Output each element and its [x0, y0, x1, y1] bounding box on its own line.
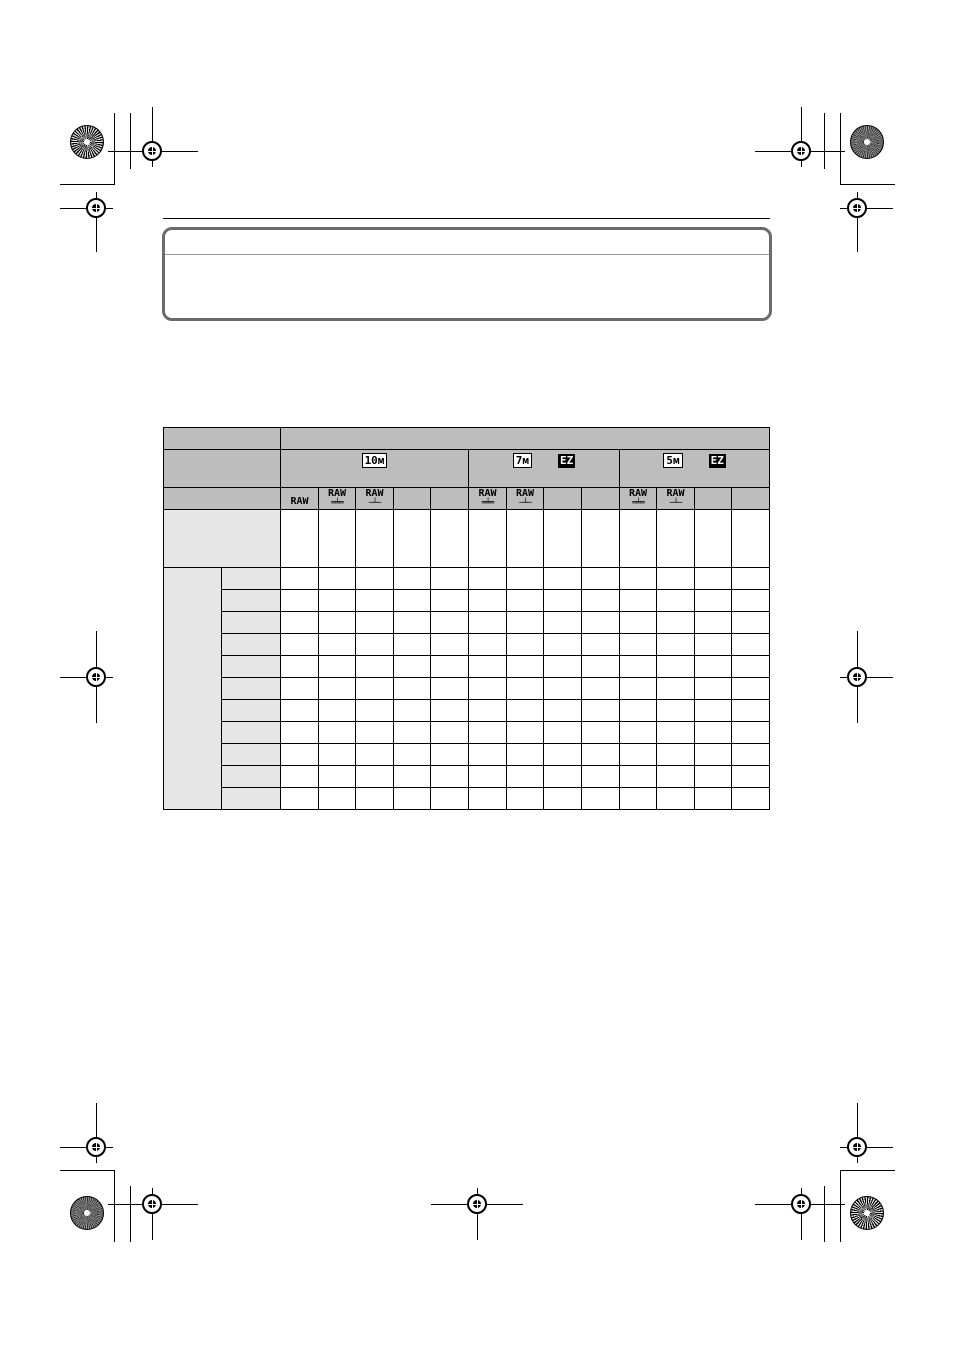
row-label-cell	[222, 678, 281, 700]
raw-label: RAW	[365, 487, 384, 499]
table-row-title	[164, 428, 770, 450]
table-cell	[507, 700, 544, 722]
table-cell	[356, 590, 394, 612]
table-cell	[544, 744, 582, 766]
row-label-cell	[222, 568, 281, 590]
table-cell	[394, 722, 431, 744]
table-cell	[732, 766, 770, 788]
raw-label: RAW	[666, 487, 685, 499]
table-cell	[319, 722, 356, 744]
table-cell	[394, 678, 431, 700]
table-cell	[394, 788, 431, 810]
table-cell	[394, 700, 431, 722]
table-cell	[281, 722, 319, 744]
size-group-10m	[281, 450, 469, 488]
file-size-label-cell	[164, 510, 281, 568]
crop-mark	[60, 1170, 115, 1171]
table-cell	[319, 678, 356, 700]
table-cell	[281, 568, 319, 590]
table-cell	[544, 766, 582, 788]
raw-quality-icon	[365, 489, 383, 506]
table-cell	[281, 700, 319, 722]
crop-mark	[130, 1186, 131, 1242]
header-title-cell	[281, 428, 770, 450]
table-cell	[544, 634, 582, 656]
quality-cell	[620, 488, 657, 510]
table-cell	[582, 700, 620, 722]
table-cell	[620, 788, 657, 810]
quality-level-icon: ═╧═	[481, 497, 494, 507]
table-cell	[319, 700, 356, 722]
table-cell	[582, 788, 620, 810]
table-cell	[695, 722, 732, 744]
table-cell	[620, 612, 657, 634]
table-cell	[319, 590, 356, 612]
table-row-sizes	[164, 450, 770, 488]
table-cell	[356, 678, 394, 700]
spec-table	[163, 427, 770, 810]
table-cell	[319, 766, 356, 788]
color-wheel-icon	[850, 1196, 884, 1230]
table-cell	[544, 678, 582, 700]
table-cell	[469, 612, 507, 634]
table-cell	[431, 612, 469, 634]
crop-mark	[840, 1170, 841, 1242]
quality-level-icon: ═╧═	[632, 497, 644, 507]
table-row-quality	[164, 488, 770, 510]
table-cell	[356, 722, 394, 744]
color-wheel-icon	[850, 125, 884, 159]
row-label-cell	[222, 590, 281, 612]
file-size-cell	[695, 510, 732, 568]
table-cell	[620, 722, 657, 744]
table-cell	[394, 634, 431, 656]
table-cell	[544, 656, 582, 678]
file-size-cell	[620, 510, 657, 568]
table-cell	[507, 788, 544, 810]
file-size-cell	[281, 510, 319, 568]
quality-label-cell	[164, 488, 281, 510]
file-size-cell	[582, 510, 620, 568]
crop-mark	[840, 113, 841, 185]
table-cell	[732, 590, 770, 612]
raw-quality-icon	[478, 489, 496, 506]
table-cell	[732, 656, 770, 678]
table-cell	[356, 634, 394, 656]
table-cell	[620, 634, 657, 656]
raw-quality-icon	[328, 489, 346, 506]
table-cell	[657, 766, 695, 788]
note-box-divider	[165, 254, 769, 255]
table-cell	[507, 612, 544, 634]
table-cell	[695, 612, 732, 634]
file-size-cell	[431, 510, 469, 568]
table-cell	[582, 744, 620, 766]
quality-cell	[544, 488, 582, 510]
table-cell	[620, 656, 657, 678]
raw-quality-icon	[666, 489, 684, 506]
crop-mark	[60, 184, 115, 185]
table-row	[164, 722, 770, 744]
table-cell	[281, 766, 319, 788]
table-cell	[732, 700, 770, 722]
file-size-cell	[469, 510, 507, 568]
quality-cell	[281, 488, 319, 510]
table-cell	[657, 612, 695, 634]
crop-mark	[114, 1170, 115, 1242]
table-cell	[431, 744, 469, 766]
group-label-cell	[164, 568, 222, 810]
quality-level-icon: ─┴─	[368, 497, 381, 507]
table-cell	[469, 568, 507, 590]
quality-cell	[732, 488, 770, 510]
table-row	[164, 766, 770, 788]
table-cell	[582, 568, 620, 590]
file-size-cell	[732, 510, 770, 568]
table-cell	[695, 590, 732, 612]
table-cell	[431, 656, 469, 678]
raw-label: RAW	[478, 487, 497, 499]
table-cell	[695, 744, 732, 766]
crop-mark	[114, 113, 115, 185]
crop-mark	[130, 113, 131, 169]
table-cell	[507, 678, 544, 700]
file-size-cell	[507, 510, 544, 568]
table-cell	[582, 678, 620, 700]
table-row	[164, 568, 770, 590]
row-label-cell	[222, 656, 281, 678]
raw-label: RAW	[290, 496, 309, 507]
file-size-cell	[657, 510, 695, 568]
raw-quality-icon	[629, 489, 647, 506]
ez-icon: EZ	[710, 453, 724, 467]
table-cell	[394, 656, 431, 678]
table-cell	[431, 722, 469, 744]
table-cell	[356, 568, 394, 590]
table-cell	[319, 634, 356, 656]
table-row	[164, 700, 770, 722]
crop-mark	[840, 1170, 895, 1171]
table-cell	[657, 634, 695, 656]
table-cell	[657, 700, 695, 722]
table-row	[164, 612, 770, 634]
table-cell	[544, 722, 582, 744]
quality-level-icon: ═╧═	[331, 497, 343, 507]
table-cell	[657, 568, 695, 590]
crop-mark	[824, 113, 825, 169]
table-cell	[544, 788, 582, 810]
size-group-7m	[469, 450, 620, 488]
table-cell	[394, 568, 431, 590]
table-cell	[319, 656, 356, 678]
table-cell	[695, 678, 732, 700]
size-10m-icon: 10м	[362, 453, 388, 468]
file-size-cell	[544, 510, 582, 568]
header-label-cell	[164, 428, 281, 450]
table-cell	[657, 590, 695, 612]
table-cell	[582, 766, 620, 788]
table-cell	[431, 590, 469, 612]
table-cell	[620, 568, 657, 590]
table-cell	[394, 744, 431, 766]
table-cell	[657, 722, 695, 744]
table-cell	[356, 612, 394, 634]
ez-icon: EZ	[560, 453, 574, 467]
table-cell	[281, 678, 319, 700]
quality-cell	[431, 488, 469, 510]
table-cell	[657, 788, 695, 810]
table-cell	[507, 590, 544, 612]
row-label-cell	[222, 744, 281, 766]
table-row	[164, 788, 770, 810]
table-cell	[469, 744, 507, 766]
table-cell	[394, 766, 431, 788]
table-cell	[620, 766, 657, 788]
table-cell	[281, 612, 319, 634]
note-box	[162, 227, 772, 321]
table-cell	[695, 656, 732, 678]
table-cell	[695, 766, 732, 788]
row-label-cell	[222, 788, 281, 810]
quality-cell	[319, 488, 356, 510]
table-cell	[356, 788, 394, 810]
table-cell	[695, 788, 732, 810]
size-7m-icon: 7м	[513, 453, 532, 468]
table-row	[164, 634, 770, 656]
table-cell	[544, 612, 582, 634]
table-cell	[356, 700, 394, 722]
table-cell	[281, 656, 319, 678]
table-cell	[695, 700, 732, 722]
table-cell	[469, 634, 507, 656]
row-label-cell	[222, 722, 281, 744]
table-cell	[544, 568, 582, 590]
table-cell	[281, 634, 319, 656]
file-size-cell	[394, 510, 431, 568]
table-cell	[657, 678, 695, 700]
table-cell	[507, 568, 544, 590]
table-cell	[582, 612, 620, 634]
file-size-cell	[356, 510, 394, 568]
raw-quality-icon	[516, 489, 534, 506]
table-cell	[695, 568, 732, 590]
table-row-file-size	[164, 510, 770, 568]
table-cell	[657, 656, 695, 678]
row-label-cell	[222, 700, 281, 722]
table-cell	[620, 700, 657, 722]
row-label-cell	[222, 612, 281, 634]
header-rule	[163, 218, 770, 219]
table-cell	[431, 700, 469, 722]
table-row	[164, 678, 770, 700]
table-cell	[732, 612, 770, 634]
table-cell	[732, 678, 770, 700]
row-label-cell	[222, 634, 281, 656]
color-wheel-icon	[70, 1196, 104, 1230]
table-cell	[507, 656, 544, 678]
table-cell	[582, 722, 620, 744]
table-cell	[431, 766, 469, 788]
quality-cell	[469, 488, 507, 510]
raw-label: RAW	[628, 487, 648, 499]
file-size-cell	[319, 510, 356, 568]
table-cell	[507, 744, 544, 766]
table-cell	[657, 744, 695, 766]
table-cell	[620, 744, 657, 766]
table-cell	[469, 656, 507, 678]
crop-mark	[824, 1186, 825, 1242]
table-cell	[319, 744, 356, 766]
table-cell	[319, 612, 356, 634]
table-cell	[582, 590, 620, 612]
table-cell	[281, 590, 319, 612]
table-cell	[469, 788, 507, 810]
table-row	[164, 590, 770, 612]
size-5m-icon: 5м	[663, 453, 682, 468]
table-cell	[431, 568, 469, 590]
table-cell	[695, 634, 732, 656]
quality-cell	[582, 488, 620, 510]
raw-label: RAW	[515, 487, 535, 499]
table-cell	[431, 634, 469, 656]
table-cell	[356, 766, 394, 788]
size-group-5m	[620, 450, 770, 488]
raw-quality-icon	[290, 497, 308, 507]
table-cell	[544, 700, 582, 722]
quality-level-icon: ─┴─	[519, 497, 531, 507]
crop-mark	[840, 184, 895, 185]
table-cell	[281, 788, 319, 810]
table-cell	[469, 722, 507, 744]
quality-cell	[507, 488, 544, 510]
table-cell	[394, 590, 431, 612]
quality-cell	[394, 488, 431, 510]
table-cell	[507, 634, 544, 656]
table-cell	[431, 678, 469, 700]
table-cell	[732, 744, 770, 766]
table-cell	[507, 766, 544, 788]
table-cell	[507, 722, 544, 744]
table-cell	[469, 590, 507, 612]
table-cell	[356, 744, 394, 766]
table-cell	[469, 678, 507, 700]
table-cell	[431, 788, 469, 810]
table-cell	[544, 590, 582, 612]
quality-cell	[695, 488, 732, 510]
table-cell	[319, 788, 356, 810]
quality-cell	[657, 488, 695, 510]
table-row	[164, 744, 770, 766]
table-cell	[582, 656, 620, 678]
quality-cell	[356, 488, 394, 510]
table-cell	[319, 568, 356, 590]
table-cell	[732, 788, 770, 810]
quality-level-icon: ─┴─	[669, 497, 682, 507]
table-cell	[582, 634, 620, 656]
color-wheel-icon	[70, 125, 104, 159]
table-cell	[281, 744, 319, 766]
raw-label: RAW	[327, 487, 347, 499]
table-cell	[732, 568, 770, 590]
table-cell	[469, 700, 507, 722]
row-label-cell	[222, 766, 281, 788]
size-label-cell	[164, 450, 281, 488]
table-cell	[732, 634, 770, 656]
table-cell	[732, 722, 770, 744]
table-row	[164, 656, 770, 678]
table-cell	[469, 766, 507, 788]
table-cell	[394, 612, 431, 634]
table-cell	[620, 678, 657, 700]
table-cell	[356, 656, 394, 678]
table-cell	[620, 590, 657, 612]
